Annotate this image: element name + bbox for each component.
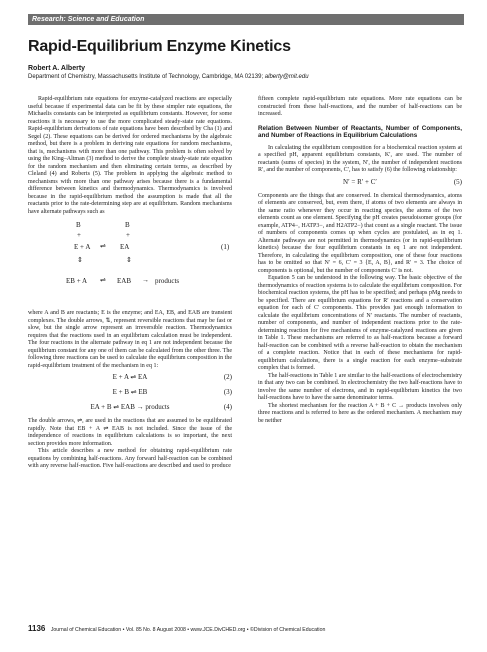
equation-2: [28, 373, 232, 385]
scheme-plus-right: +: [126, 231, 130, 239]
equation-text: EA + B ⇌ EAB → products: [90, 403, 170, 411]
author-name: Robert A. Alberty: [28, 65, 86, 72]
section-banner: Research: Science and Education: [28, 14, 464, 25]
journal-info: Journal of Chemical Education • Vol. 85 No. 8 August 2008 • www.JCE.DivCHED.org • ©Division of Chemical Education: [50, 627, 326, 633]
equation-number: (2): [223, 373, 232, 381]
reaction-scheme-eq1: [28, 220, 232, 306]
affiliation-text: Department of Chemistry, Massachusetts Institute of Technology, Cambridge, MA 02139;: [28, 74, 264, 80]
author-email[interactable]: alberty@mit.edu: [264, 74, 309, 80]
left-column: [28, 96, 232, 471]
equation-text: E + B ⇌ EB: [112, 388, 148, 396]
equation-number: (4): [223, 403, 232, 411]
paragraph: fifteen complete rapid-equilibrium rate equations. More rate equations can be constructed from these half-reactions, and the number of half-reactions can be increased.: [258, 96, 462, 117]
paragraph: The double arrows, ⇌, are used in the reactions that are assumed to be equilibrated rapidly. Note that EB + A ⇌ EAB is not included. Since the issue of the independence of reactions in equilibrium calculations is so important, the next section provides more information.: [28, 418, 232, 447]
equation-text: N′ = R′ + C′: [343, 177, 377, 186]
paragraph: where A and B are reactants; E is the enzyme; and EA, EB, and EAB are transient complexes. The double arrows, ⇅, represent reversible reactions that may be fast or slow, but the single arrow represent an irreversible reaction. Thermodynamics requires that the reactions used in an equilibrium calculation must be independent. The four reactions in the alternate pathway in eq 1 are not independent because the equilibrium constant for any one of them can be calculated from the other three. The following three reactions can be used to calculate the equilibrium composition in the rapid-equilibrium treatment of the mechanism in eq 1:: [28, 310, 232, 369]
scheme-vertical-arrow-left: ⇕: [77, 256, 83, 264]
scheme-row3-left: EB + A: [66, 277, 88, 285]
scheme-row3-end: products: [155, 277, 180, 285]
article-title: Rapid-Equilibrium Enzyme Kinetics: [28, 38, 291, 55]
author-affiliation: [28, 74, 309, 80]
page-number: 1136: [28, 624, 46, 633]
scheme-b-left: B: [76, 221, 81, 229]
scheme-arrow-products: →: [142, 276, 149, 284]
section-heading: Relation Between Number of Reactants, Number of Components, and Number of Reactions in Equilibrium Calculations: [258, 124, 462, 140]
equation-3: [28, 388, 232, 400]
scheme-row1-right: EA: [120, 243, 130, 251]
equation-number: (5): [453, 177, 462, 186]
scheme-row3-mid: EAB: [117, 277, 131, 285]
scheme-vertical-arrow-right: ⇕: [126, 256, 132, 264]
equation-text: E + A ⇌ EA: [112, 373, 148, 381]
paragraph: This article describes a new method for obtaining rapid-equilibrium rate equations by combining half-reactions. Any forward half-reaction can be combined with any reverse half-reaction. Five half-reactions are described and used to produce: [28, 448, 232, 469]
scheme-row1-left: E + A: [74, 243, 91, 251]
paragraph: The half-reactions in Table 1 are similar to the half-reactions of electrochemistry in that any two can be combined. In electrochemistry the two half-reactions have to involve the same number of electrons, and in rapid-equilibrium kinetics the two half-reactions have to have the same denominator terms.: [258, 372, 462, 402]
right-column: [258, 96, 462, 425]
equation-5: [258, 178, 462, 190]
equation-4: [28, 403, 232, 415]
scheme-b-right: B: [125, 221, 130, 229]
paragraph: Rapid-equilibrium rate equations for enzyme-catalyzed reactions are especially useful because if experimental data can be fit by these simpler rate equations, the Michaelis constants can be interpreted as equilibrium constants. However, for some reactions it is necessary to use the more complicated steady-state rate equations. Rapid-equilibrium derivations of rate equations have been described by Cha (1) and Segel (2). These equations can be derived for ordered mechanisms by the algebraic method, but there is a problem in deriving rate equations for random mechanisms, that is, mechanisms with more than one pathway. This problem is often solved by using the King–Altman (3) method to derive the complete steady-state rate equation for the random mechanism and then eliminating certain terms, as described by Cleland (4) and Roberts (5). The problem in applying the algebraic method to mechanisms with more than one pathway arises because there is a fundamental difference between kinetics and thermodynamics. Thermodynamics is involved because in the rapid-equilibrium method the assumption is made that all the reactants prior to the rate-determining step are at equilibrium. Random mechanisms have alternate pathways such as: [28, 96, 232, 215]
scheme-arrow-row3: ⇌: [100, 276, 106, 284]
paragraph: Equation 5 can be understood in the following way. The basic objective of the thermodynamics of reaction systems is to calculate the equilibrium composition. For biochemical reaction systems, the pH has to be specified; and perhaps pMg needs to be specified. There are equilibrium equations for R′ reactions and a conservation equation for each of C′ components. This provides just enough information to calculate the equilibrium concentrations of N′ reactants. The number of reactants, number of components, and number of independent reactions prior to the rate-determining reaction for five mechanisms of enzyme-catalyzed reactions are given in Table 1. These mechanisms are referred to as half-reactions because a forward half-reaction can be combined with a reverse half-reaction to obtain the mechanism of a complete reaction. Notice that in each of these mechanisms for rapid-equilibrium calculations, there is a single reaction for each enzyme–substrate complex that is formed.: [258, 275, 462, 372]
paragraph: Components are the things that are conserved. In chemical thermodynamics, atoms of elements are conserved, but, even there, if atoms of two elements are always in the same ratio whenever they occur in reacting species, the atoms of the two elements count as one element. Specifying the pH creates pseudoisomer groups (for example, ATP4−, HATP3−, and H2ATP2−) that count as a single reactant. The issue of numbers of components comes up when cycles are postulated, as in eq 1. Alternate pathways are not permitted in thermodynamics (or in rapid-equilibrium kinetics) because the four equilibrium constants in eq 1 are not independent. Therefore, in calculating the equilibrium composition, one of these four reactions has to be omitted so that N′ = 6, C′ = 3 {E, A, B}, and R′ = 3. The choice of components is optional, but the number of components C′ is not.: [258, 192, 462, 274]
scheme-plus-left: +: [77, 231, 81, 239]
page-footer: [28, 624, 464, 633]
paragraph: The shortest mechanism for the reaction A + B + C → products involves only three reactions and is referred to here as the ordered mechanism. A mechanism may be neither: [258, 402, 462, 424]
equation-number: (1): [221, 243, 230, 251]
paragraph: In calculating the equilibrium composition for a biochemical reaction system at a specified pH, apparent equilibrium constants, K′, are used. The number of reactants (sums of species) in the system, N′, the number of independent reactions R′, and the number of components, C′, has to satisfy (6) the following relationship:: [258, 144, 462, 174]
scheme-arrow-row1: ⇌: [100, 242, 106, 250]
equation-number: (3): [223, 388, 232, 396]
